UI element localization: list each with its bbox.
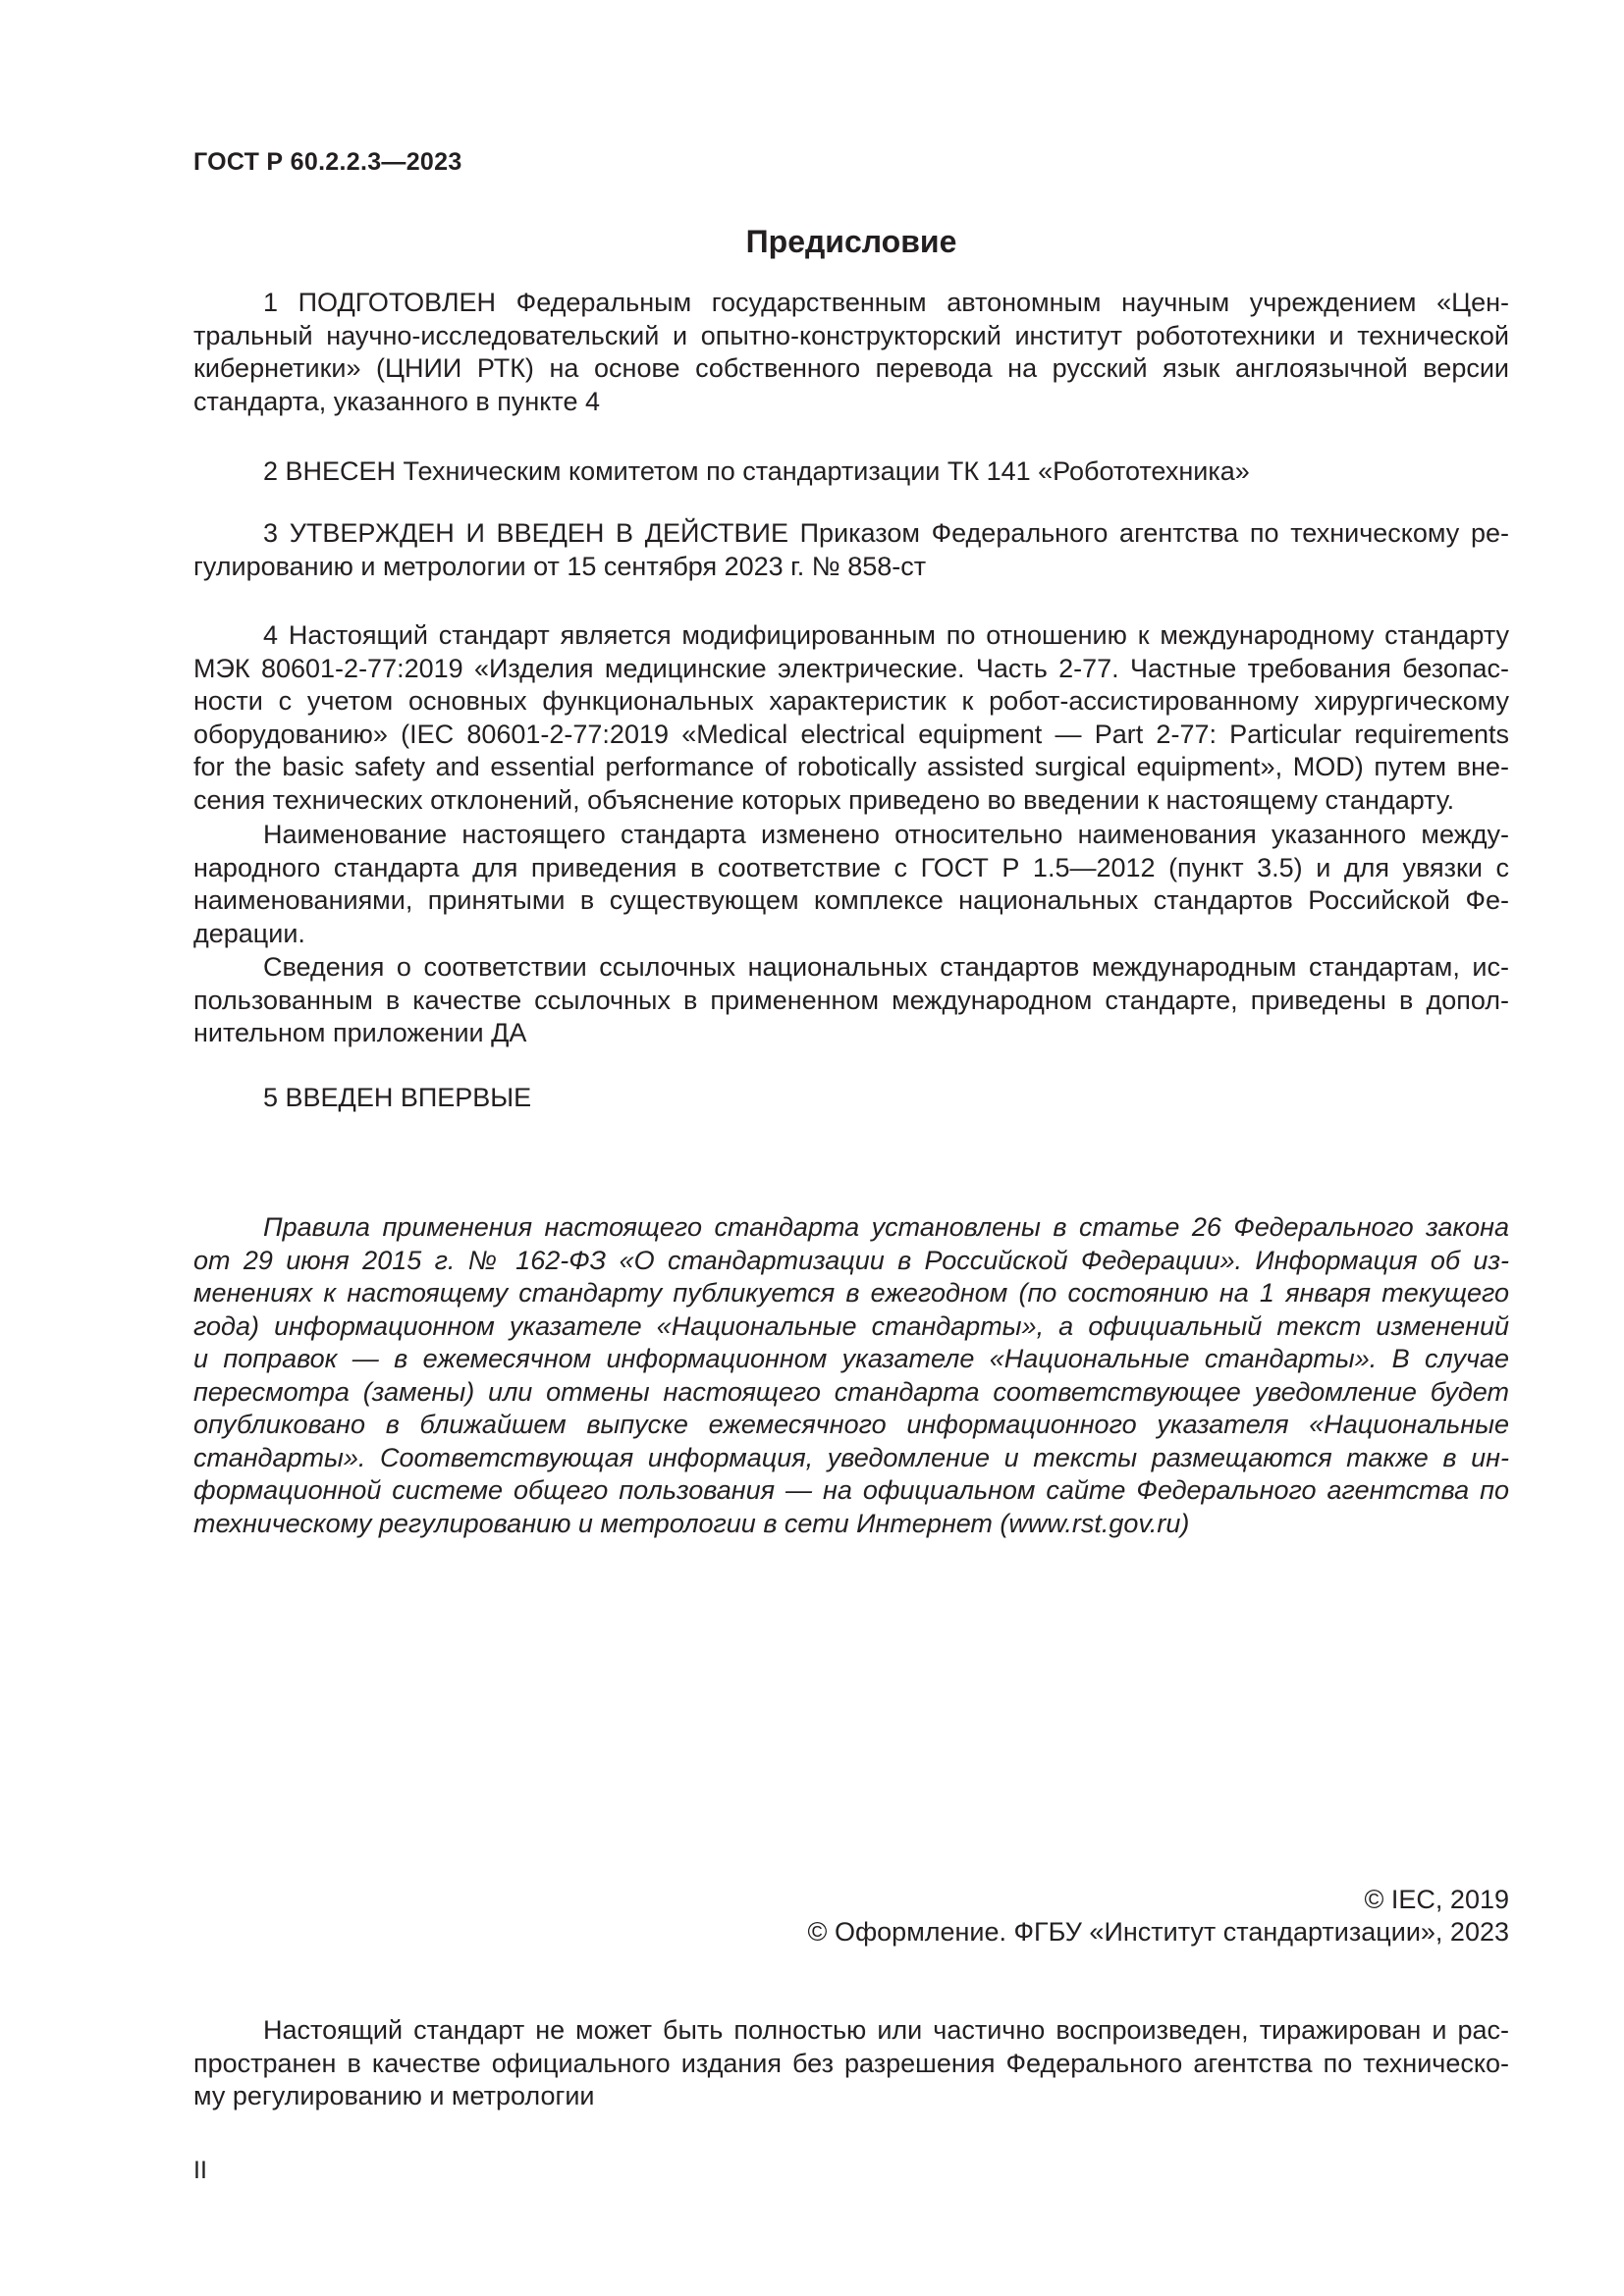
- text-line: for the basic safety and essential performance of robotically assisted surgical equipment», MOD) путем вне-: [193, 752, 1509, 781]
- text-line: пространен в качестве официального издания без разрешения Федерального агентства по техническо-: [193, 2048, 1509, 2078]
- text-line: пересмотра (замены) или отмены настоящего стандарта соответствующее уведомление будет: [193, 1376, 1509, 1407]
- text-line: 4 Настоящий стандарт является модифицированным по отношению к международному стандарту: [263, 620, 1509, 650]
- text-line: формационной системе общего пользования — на официальном сайте Федерального агентства по: [193, 1475, 1509, 1505]
- text-line: стандарты». Соответствующая информация, уведомление и тексты размещаются также в ин-: [193, 1442, 1509, 1472]
- text-line: Правила применения настоящего стандарта установлены в статье 26 Федерального закона: [263, 1212, 1509, 1242]
- text-line: МЭК 80601-2-77:2019 «Изделия медицинские электрические. Часть 2-77. Частные требования безопас-: [193, 653, 1509, 683]
- document-code: ГОСТ Р 60.2.2.3—2023: [193, 148, 462, 176]
- copyright-design: © Оформление. ФГБУ «Институт стандартизации», 2023: [807, 1917, 1509, 1947]
- preface-item-5: [193, 1082, 1509, 1115]
- page-number: II: [193, 2157, 207, 2184]
- text-line: сения технических отклонений, объяснение которых приведено во введении к настоящему стандарту.: [193, 784, 1455, 815]
- text-line: Наименование настоящего стандарта изменено относительно наименования указанного между-: [263, 820, 1509, 849]
- text-line: Настоящий стандарт не может быть полностью или частично воспроизведен, тиражирован и рас-: [263, 2015, 1509, 2045]
- text-line: опубликовано в ближайшем выпуске ежемесячного информационного указателя «Национальные: [193, 1410, 1509, 1439]
- text-line: дерации.: [193, 918, 305, 948]
- text-line: менениях к настоящему стандарту публикуется в ежегодном (по состоянию на 1 января текущего: [193, 1278, 1509, 1308]
- text-line: пользованным в качестве ссылочных в примененном международном стандарте, приведены в допол-: [193, 985, 1509, 1015]
- text-line: кибернетики» (ЦНИИ РТК) на основе собственного перевода на русский язык англоязычной версии: [193, 353, 1509, 383]
- preface-item-4-references: [193, 951, 1509, 1050]
- text-line: 3 УТВЕРЖДЕН И ВВЕДЕН В ДЕЙСТВИЕ Приказом Федерального агентства по техническому ре-: [263, 518, 1509, 548]
- text-line: оборудованию» (IEC 80601-2-77:2019 «Medical electrical equipment — Part 2-77: Particular requirements: [193, 719, 1509, 749]
- application-rules-notice: [193, 1211, 1509, 1540]
- text-line: нительном приложении ДА: [193, 1018, 527, 1047]
- preface-item-4: [193, 619, 1509, 817]
- page-title: Предисловие: [745, 224, 957, 259]
- preface-item-1: [193, 287, 1509, 418]
- text-line: ности с учетом основных функциональных характеристик к робот-ассистированному хирургическому: [193, 686, 1509, 716]
- preface-item-4-name-change: [193, 819, 1509, 950]
- copyright-iec: © IEC, 2019: [1364, 1885, 1509, 1914]
- text-line: Сведения о соответствии ссылочных национальных стандартов международным стандартам, ис-: [263, 952, 1509, 982]
- text-line: гулированию и метрологии от 15 сентября 2023 г. № 858-ст: [193, 551, 927, 581]
- text-line: техническому регулированию и метрологии в сети Интернет (www.rst.gov.ru): [193, 1508, 1190, 1538]
- reproduction-notice: [193, 2014, 1509, 2113]
- text-line: народного стандарта для приведения в соответствие с ГОСТ Р 1.5—2012 (пункт 3.5) и для увязки с: [193, 852, 1509, 882]
- text-line: 1 ПОДГОТОВЛЕН Федеральным государственным автономным научным учреждением «Цен-: [263, 288, 1509, 317]
- text-line: му регулированию и метрологии: [193, 2081, 595, 2110]
- text-line: и поправок — в ежемесячном информационном указателе «Национальные стандарты». В случае: [193, 1344, 1509, 1373]
- text-line: года) информационном указателе «Национальные стандарты», а официальный текст изменений: [193, 1310, 1509, 1341]
- text-line: 5 ВВЕДЕН ВПЕРВЫЕ: [263, 1083, 532, 1112]
- text-line: 2 ВНЕСЕН Техническим комитетом по стандартизации ТК 141 «Робототехника»: [263, 456, 1250, 486]
- preface-item-3: [193, 517, 1509, 583]
- text-line: стандарта, указанного в пункте 4: [193, 386, 600, 416]
- text-line: тральный научно-исследовательский и опытно-конструкторский институт робототехники и технической: [193, 320, 1509, 350]
- text-line: от 29 июня 2015 г. № 162-ФЗ «О стандартизации в Российской Федерации». Информация об из-: [193, 1245, 1509, 1275]
- preface-item-2: [193, 455, 1509, 489]
- text-line: наименованиями, принятыми в существующем комплексе национальных стандартов Российской Фе-: [193, 885, 1509, 915]
